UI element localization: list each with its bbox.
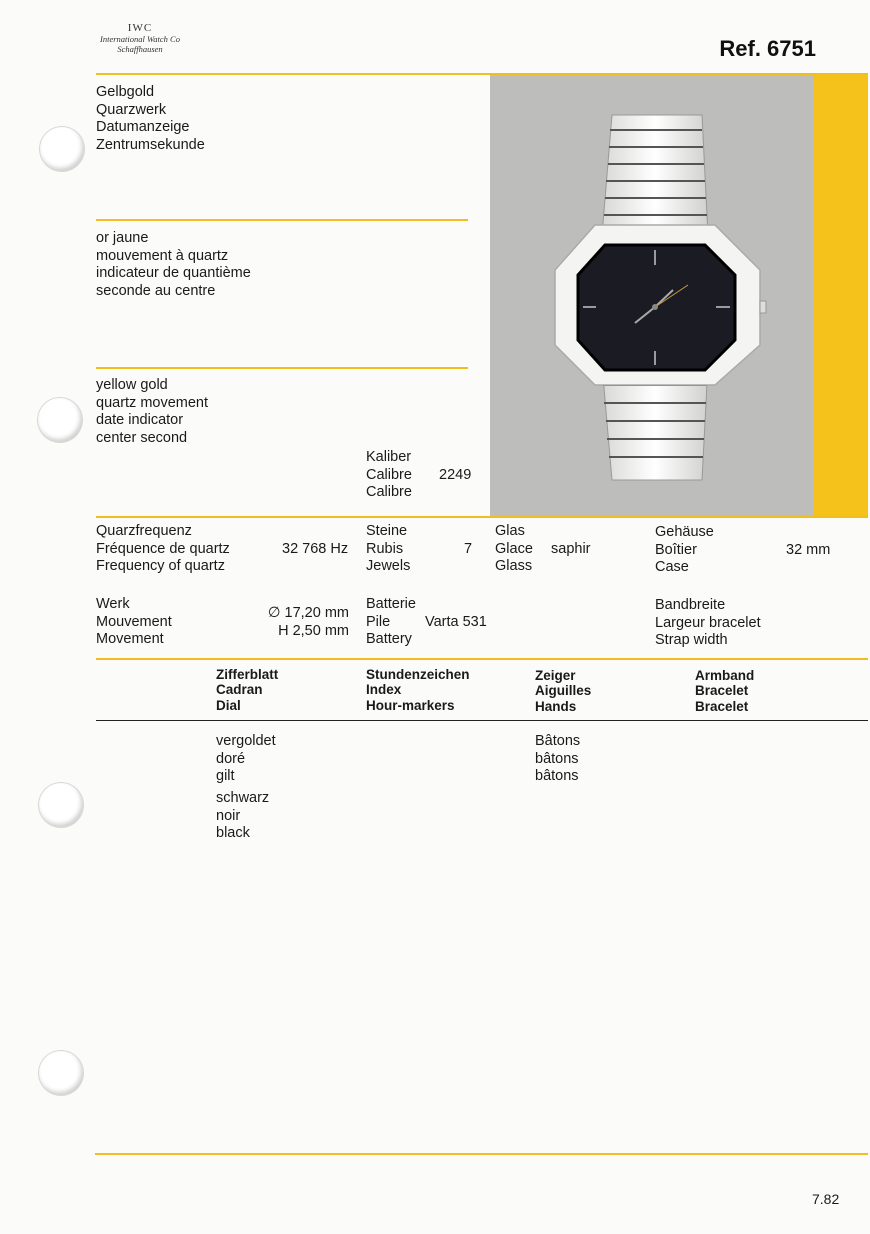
battery-value: Varta 531 xyxy=(425,614,487,630)
battery-labels: Batterie Pile Battery xyxy=(366,596,416,648)
binder-hole xyxy=(40,127,84,171)
calibre-labels: Kaliber Calibre Calibre xyxy=(366,449,412,501)
watch-photo xyxy=(490,75,814,517)
yellow-tab xyxy=(814,75,868,517)
logo-line2: International Watch Co xyxy=(100,34,180,44)
index-header: Stundenzeichen Index Hour-markers xyxy=(366,667,470,713)
binder-hole xyxy=(39,1051,83,1095)
dial-value-color: schwarz noir black xyxy=(216,790,270,842)
movement-value: ∅ 17,20 mm H 2,50 mm xyxy=(267,605,349,639)
frequency-labels: Quarzfrequenz Fréquence de quartz Frequency of quartz xyxy=(96,523,230,575)
glass-labels: Glas Glace Glass xyxy=(495,523,533,575)
watch-illustration xyxy=(490,75,814,517)
page-number: 7.82 xyxy=(812,1191,840,1207)
binder-hole xyxy=(39,783,83,827)
jewels-value: 7 xyxy=(464,541,473,557)
binder-hole xyxy=(38,398,82,442)
logo-brand: IWC xyxy=(127,22,153,34)
description-english: yellow gold quartz movement date indicator center second xyxy=(96,377,209,446)
hands-value: Bâtons bâtons bâtons xyxy=(535,733,581,785)
table-rule xyxy=(96,658,868,660)
bottom-rule xyxy=(95,1153,868,1155)
bracelet-header: Armband Bracelet Bracelet xyxy=(695,668,755,714)
divider-rule xyxy=(96,219,468,221)
frequency-value: 32 768 Hz xyxy=(282,541,349,557)
reference-number: Ref. 6751 xyxy=(719,36,816,61)
case-labels: Gehäuse Boîtier Case xyxy=(655,524,714,576)
case-value: 32 mm xyxy=(786,542,831,558)
jewels-labels: Steine Rubis Jewels xyxy=(366,523,411,575)
dial-value-finish: vergoldet doré gilt xyxy=(216,733,276,785)
calibre-value: 2249 xyxy=(439,467,472,483)
logo-line3: Schaffhausen xyxy=(117,44,163,54)
header-underline xyxy=(96,720,868,721)
strap-width-labels: Bandbreite Largeur bracelet Strap width xyxy=(655,597,761,649)
hands-header: Zeiger Aiguilles Hands xyxy=(535,668,592,714)
description-french: or jaune mouvement à quartz indicateur de quantième seconde au centre xyxy=(96,230,251,299)
dial-header: Zifferblatt Cadran Dial xyxy=(216,667,279,713)
movement-labels: Werk Mouvement Movement xyxy=(96,596,172,648)
glass-value: saphir xyxy=(551,541,591,557)
specs-rule xyxy=(96,516,868,518)
iwc-logo xyxy=(90,22,190,54)
divider-rule xyxy=(96,367,468,369)
description-german: Gelbgold Quarzwerk Datumanzeige Zentrumsekunde xyxy=(96,84,205,153)
